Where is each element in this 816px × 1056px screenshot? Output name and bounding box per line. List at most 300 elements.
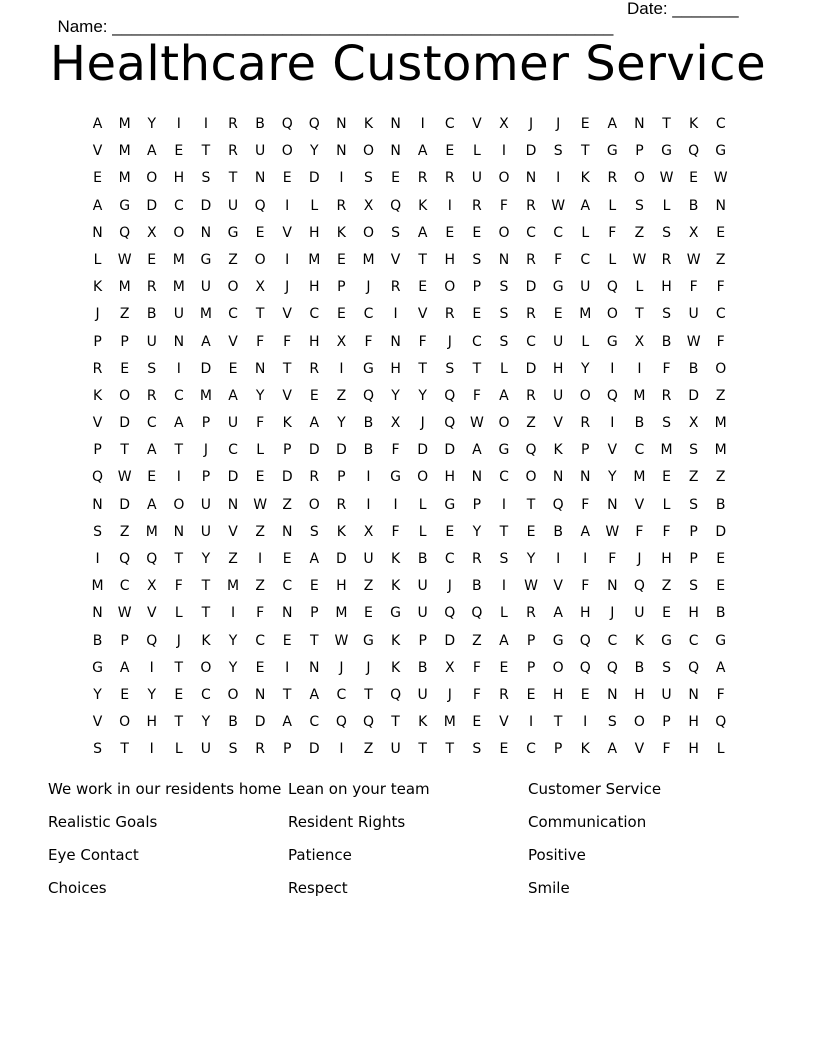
grid-cell: K <box>418 714 428 731</box>
grid-cell: I <box>637 360 642 377</box>
grid-cell: M <box>172 279 185 296</box>
grid-cell: E <box>553 306 563 323</box>
grid-cell: Q <box>688 143 700 160</box>
grid-cell: Y <box>255 387 265 404</box>
grid-cell: E <box>255 224 265 241</box>
grid-cell: B <box>228 714 238 731</box>
grid-cell: N <box>254 360 266 377</box>
grid-cell: G <box>661 632 672 649</box>
grid-cell: D <box>200 197 212 214</box>
grid-cell: G <box>606 333 618 350</box>
grid-cell: Z <box>688 469 699 486</box>
grid-cell: G <box>715 143 727 160</box>
grid-cell: T <box>174 442 184 459</box>
grid-cell: H <box>309 333 320 350</box>
grid-cell: B <box>715 496 726 513</box>
grid-cell: T <box>255 306 265 323</box>
grid-cell: Y <box>228 659 238 676</box>
grid-cell: L <box>662 197 671 214</box>
word-list-item: Resident Rights <box>288 813 406 831</box>
grid-cell: O <box>173 496 185 513</box>
grid-cell: N <box>634 116 645 132</box>
grid-cell: A <box>309 551 320 567</box>
grid-cell: Q <box>444 387 456 404</box>
grid-cell: H <box>552 360 564 377</box>
grid-cell: D <box>119 496 131 513</box>
grid-cell: T <box>364 686 373 703</box>
date-field-label[interactable]: Date: _______ <box>627 0 739 18</box>
grid-row <box>84 356 734 383</box>
grid-cell: E <box>662 605 671 622</box>
grid-cell: Q <box>579 659 591 676</box>
grid-cell: Z <box>472 632 482 649</box>
grid-cell: B <box>92 632 103 649</box>
grid-cell: M <box>118 279 131 296</box>
word-list-item: Eye Contact <box>48 846 139 864</box>
grid-cell: D <box>281 469 293 486</box>
grid-cell: E <box>147 251 157 268</box>
grid-cell: V <box>282 306 292 323</box>
grid-cell: S <box>201 170 211 187</box>
grid-cell: Y <box>310 143 319 160</box>
grid-cell: E <box>391 170 400 187</box>
grid-cell: E <box>282 551 292 567</box>
grid-cell: A <box>499 632 509 649</box>
grid-cell: P <box>526 632 536 649</box>
grid-row <box>84 329 734 356</box>
grid-cell: V <box>92 714 103 731</box>
grid-cell: I <box>203 116 208 132</box>
grid-cell: E <box>282 632 292 649</box>
grid-cell: S <box>553 143 563 160</box>
grid-cell: Y <box>201 551 211 567</box>
grid-cell: S <box>499 306 509 323</box>
grid-cell: G <box>227 224 239 241</box>
grid-cell: X <box>363 197 374 214</box>
grid-cell: F <box>256 605 265 622</box>
grid-cell: N <box>390 116 401 132</box>
grid-cell: G <box>498 442 510 459</box>
grid-cell: R <box>471 197 482 214</box>
grid-cell: V <box>499 714 509 731</box>
grid-cell: N <box>92 605 103 622</box>
grid-cell: A <box>580 197 591 214</box>
grid-cell: N <box>390 143 401 160</box>
grid-cell: H <box>444 469 456 486</box>
grid-cell: U <box>146 333 157 350</box>
grid-cell: U <box>254 143 266 160</box>
grid-cell: N <box>715 197 726 214</box>
grid-cell: C <box>526 224 536 241</box>
grid-cell: O <box>498 224 510 241</box>
grid-cell: T <box>418 360 427 377</box>
grid-cell: H <box>309 279 320 296</box>
grid-cell: A <box>282 714 292 731</box>
grid-cell: F <box>174 578 183 595</box>
grid-cell: V <box>282 224 292 241</box>
grid-cell: Z <box>282 496 292 513</box>
grid-cell: Y <box>337 415 346 432</box>
grid-cell: P <box>201 415 211 432</box>
grid-cell: V <box>553 415 563 432</box>
grid-cell: R <box>499 686 509 703</box>
grid-cell: F <box>391 523 400 540</box>
grid-cell: F <box>662 523 671 540</box>
grid-cell: T <box>120 741 129 758</box>
grid-cell: Z <box>715 387 726 404</box>
grid-cell: Q <box>715 714 727 731</box>
grid-cell: R <box>146 279 157 296</box>
grid-cell: M <box>443 714 456 731</box>
grid-cell: M <box>118 170 131 187</box>
grid-cell: U <box>553 387 564 404</box>
grid-cell: D <box>444 442 456 459</box>
grid-cell: U <box>173 306 184 323</box>
grid-cell: Q <box>390 197 402 214</box>
grid-cell: U <box>200 496 212 513</box>
grid-cell: E <box>336 251 346 268</box>
grid-cell: U <box>200 279 212 296</box>
word-list-item: Respect <box>288 879 348 897</box>
grid-row <box>84 600 734 627</box>
grid-cell: H <box>309 224 320 241</box>
grid-cell: K <box>390 551 401 567</box>
grid-cell: X <box>499 116 509 132</box>
grid-cell: N <box>607 686 618 703</box>
grid-cell: F <box>418 333 427 350</box>
grid-cell: L <box>581 224 590 241</box>
grid-cell: Y <box>580 360 590 377</box>
grid-cell: A <box>472 442 482 459</box>
grid-row <box>84 165 734 192</box>
grid-cell: E <box>472 224 482 241</box>
grid-cell: A <box>417 143 428 160</box>
grid-cell: W <box>659 170 674 187</box>
grid-cell: D <box>336 442 347 459</box>
grid-cell: Z <box>228 551 238 567</box>
grid-cell: I <box>176 469 181 486</box>
grid-cell: G <box>119 197 131 214</box>
grid-cell: C <box>634 442 645 459</box>
grid-cell: U <box>661 686 672 703</box>
grid-cell: W <box>117 605 132 622</box>
grid-cell: Z <box>255 523 265 540</box>
grid-cell: G <box>390 605 401 622</box>
grid-cell: H <box>661 279 672 296</box>
grid-cell: Q <box>606 387 618 404</box>
grid-cell: F <box>283 333 292 350</box>
grid-cell: D <box>146 197 158 214</box>
grid-row <box>84 736 734 763</box>
grid-cell: O <box>254 251 266 268</box>
grid-cell: E <box>472 714 482 731</box>
grid-cell: F <box>554 251 563 268</box>
grid-cell: S <box>662 415 671 432</box>
grid-row <box>84 410 734 437</box>
grid-cell: F <box>472 387 481 404</box>
word-list-item: Patience <box>288 846 352 864</box>
grid-cell: M <box>118 143 131 160</box>
grid-cell: E <box>445 143 455 160</box>
grid-cell: K <box>580 741 590 758</box>
grid-cell: Y <box>147 116 157 132</box>
grid-cell: F <box>472 686 481 703</box>
grid-cell: I <box>339 741 344 758</box>
grid-cell: O <box>417 469 429 486</box>
grid-cell: V <box>390 251 401 268</box>
grid-cell: U <box>417 605 428 622</box>
grid-cell: N <box>281 605 293 622</box>
grid-cell: H <box>146 714 157 731</box>
grid-cell: H <box>688 741 699 758</box>
grid-cell: A <box>92 197 103 214</box>
grid-cell: N <box>336 143 347 160</box>
grid-cell: A <box>715 659 726 676</box>
grid-cell: K <box>201 632 211 649</box>
grid-cell: R <box>228 143 238 160</box>
grid-cell: A <box>146 143 157 160</box>
grid-cell: T <box>201 578 211 595</box>
grid-cell: G <box>552 279 564 296</box>
grid-cell: P <box>120 333 129 350</box>
grid-cell: R <box>526 197 536 214</box>
grid-cell: Y <box>526 551 536 567</box>
grid-cell: O <box>146 170 158 187</box>
grid-cell: Z <box>661 578 672 595</box>
grid-cell: J <box>95 306 100 323</box>
grid-cell: E <box>147 469 157 486</box>
word-list-item: Lean on your team <box>288 780 430 798</box>
grid-cell: B <box>688 360 699 377</box>
grid-cell: E <box>580 116 590 132</box>
grid-cell: E <box>174 143 184 160</box>
word-list-item: Communication <box>528 813 647 831</box>
grid-cell: W <box>117 251 132 268</box>
grid-cell: M <box>714 415 727 432</box>
grid-cell: B <box>634 659 645 676</box>
grid-cell: I <box>501 143 507 160</box>
grid-cell: V <box>472 116 482 132</box>
grid-cell: E <box>716 578 726 595</box>
grid-cell: Q <box>119 551 131 567</box>
grid-cell: D <box>200 360 212 377</box>
grid-cell: N <box>254 686 266 703</box>
grid-cell: I <box>339 170 344 187</box>
grid-cell: C <box>228 442 238 459</box>
grid-cell: F <box>608 224 617 241</box>
grid-cell: H <box>552 686 564 703</box>
grid-cell: E <box>228 360 238 377</box>
grid-cell: Z <box>119 523 130 540</box>
grid-cell: T <box>282 686 292 703</box>
grid-cell: B <box>417 551 428 567</box>
grid-cell: X <box>634 333 645 350</box>
grid-cell: E <box>445 224 455 241</box>
grid-cell: L <box>500 360 508 377</box>
grid-cell: Y <box>608 469 617 486</box>
grid-cell: N <box>227 496 239 513</box>
grid-cell: N <box>688 686 699 703</box>
grid-cell: G <box>92 659 103 676</box>
grid-cell: I <box>230 605 236 622</box>
grid-cell: C <box>363 306 374 323</box>
grid-cell: F <box>689 279 698 296</box>
grid-cell: V <box>92 143 103 160</box>
grid-cell: A <box>553 605 563 622</box>
grid-cell: Y <box>472 523 482 540</box>
grid-cell: V <box>634 741 645 758</box>
grid-row <box>84 437 734 464</box>
grid-cell: Z <box>634 224 645 241</box>
grid-row <box>84 383 734 410</box>
grid-cell: H <box>336 578 347 595</box>
word-list-item: Realistic Goals <box>48 813 158 831</box>
grid-cell: O <box>498 415 510 432</box>
grid-row <box>84 492 734 519</box>
grid-cell: P <box>310 605 319 622</box>
grid-cell: U <box>227 197 239 214</box>
grid-cell: I <box>556 551 561 567</box>
grid-cell: Y <box>93 686 102 703</box>
grid-cell: V <box>228 333 238 350</box>
grid-cell: P <box>93 442 102 459</box>
grid-cell: J <box>528 116 534 132</box>
grid-cell: J <box>447 578 452 595</box>
grid-cell: R <box>661 387 672 404</box>
grid-cell: P <box>581 442 590 459</box>
grid-cell: F <box>608 551 617 567</box>
grid-cell: B <box>688 197 699 214</box>
word-list-item: Positive <box>528 846 586 864</box>
grid-cell: J <box>610 605 615 622</box>
grid-cell: U <box>634 605 645 622</box>
grid-cell: R <box>444 170 455 187</box>
grid-cell: R <box>336 496 347 513</box>
grid-cell: J <box>366 279 371 296</box>
grid-cell: E <box>255 659 265 676</box>
grid-cell: D <box>308 170 320 187</box>
grid-cell: E <box>174 686 184 703</box>
grid-cell: R <box>255 741 265 758</box>
grid-cell: N <box>92 224 103 241</box>
grid-cell: S <box>147 360 157 377</box>
grid-cell: I <box>393 306 398 323</box>
grid-cell: A <box>146 496 157 513</box>
grid-cell: D <box>119 415 131 432</box>
grid-cell: N <box>309 659 320 676</box>
grid-cell: V <box>417 306 428 323</box>
grid-cell: L <box>662 496 671 513</box>
grid-cell: E <box>418 279 428 296</box>
grid-cell: C <box>282 578 293 595</box>
grid-cell: Y <box>418 387 427 404</box>
grid-cell: R <box>661 251 672 268</box>
grid-cell: C <box>255 632 265 649</box>
grid-cell: E <box>526 686 536 703</box>
grid-cell: R <box>146 387 157 404</box>
grid-cell: F <box>662 741 671 758</box>
grid-cell: H <box>688 714 699 731</box>
grid-row <box>84 111 734 138</box>
grid-cell: P <box>635 143 644 160</box>
grid-cell: T <box>282 360 292 377</box>
grid-cell: K <box>92 279 103 296</box>
grid-cell: U <box>417 578 428 595</box>
grid-cell: T <box>391 714 400 731</box>
grid-cell: G <box>390 469 401 486</box>
grid-cell: U <box>688 306 699 323</box>
grid-cell: C <box>499 469 509 486</box>
name-field-label[interactable]: Name: _____________________________________________________ <box>57 17 614 36</box>
grid-cell: Q <box>254 197 266 214</box>
grid-cell: T <box>418 251 427 268</box>
grid-cell: X <box>363 523 374 540</box>
grid-cell: C <box>228 306 238 323</box>
grid-cell: U <box>227 415 239 432</box>
grid-row <box>84 220 734 247</box>
grid-cell: N <box>281 523 293 540</box>
grid-cell: D <box>308 442 320 459</box>
grid-cell: O <box>200 659 212 676</box>
header-line <box>48 0 748 36</box>
grid-cell: S <box>499 333 509 350</box>
grid-cell: S <box>607 714 617 731</box>
grid-cell: Q <box>444 415 456 432</box>
grid-cell: B <box>715 605 726 622</box>
grid-cell: E <box>526 523 536 540</box>
grid-cell: E <box>445 523 455 540</box>
grid-row <box>84 274 734 301</box>
grid-cell: E <box>499 741 509 758</box>
grid-cell: A <box>174 415 184 432</box>
grid-cell: I <box>339 360 344 377</box>
grid-cell: I <box>366 496 371 513</box>
grid-cell: P <box>418 632 427 649</box>
grid-cell: I <box>610 360 615 377</box>
grid-cell: Q <box>525 442 537 459</box>
grid-cell: M <box>633 387 646 404</box>
grid-cell: Q <box>92 469 104 486</box>
grid-cell: F <box>581 578 590 595</box>
grid-cell: C <box>309 714 320 731</box>
grid-cell: L <box>472 143 481 160</box>
grid-cell: N <box>173 333 185 350</box>
grid-cell: M <box>362 251 375 268</box>
grid-cell: U <box>363 551 374 567</box>
grid-cell: W <box>469 415 484 432</box>
grid-cell: D <box>417 442 429 459</box>
grid-cell: L <box>635 279 644 296</box>
grid-cell: U <box>471 170 482 187</box>
grid-cell: M <box>579 306 592 323</box>
grid-cell: R <box>526 387 536 404</box>
grid-cell: T <box>472 360 482 377</box>
grid-cell: K <box>689 116 699 132</box>
grid-cell: Y <box>228 632 238 649</box>
grid-cell: L <box>418 523 427 540</box>
grid-cell: Z <box>715 251 726 268</box>
grid-cell: J <box>203 442 208 459</box>
grid-cell: L <box>256 442 265 459</box>
grid-cell: T <box>526 496 536 513</box>
grid-cell: Y <box>201 714 211 731</box>
grid-row <box>84 682 734 709</box>
grid-cell: M <box>308 251 321 268</box>
grid-cell: R <box>92 360 103 377</box>
grid-cell: B <box>255 116 265 132</box>
grid-cell: T <box>418 741 427 758</box>
grid-cell: C <box>336 686 347 703</box>
